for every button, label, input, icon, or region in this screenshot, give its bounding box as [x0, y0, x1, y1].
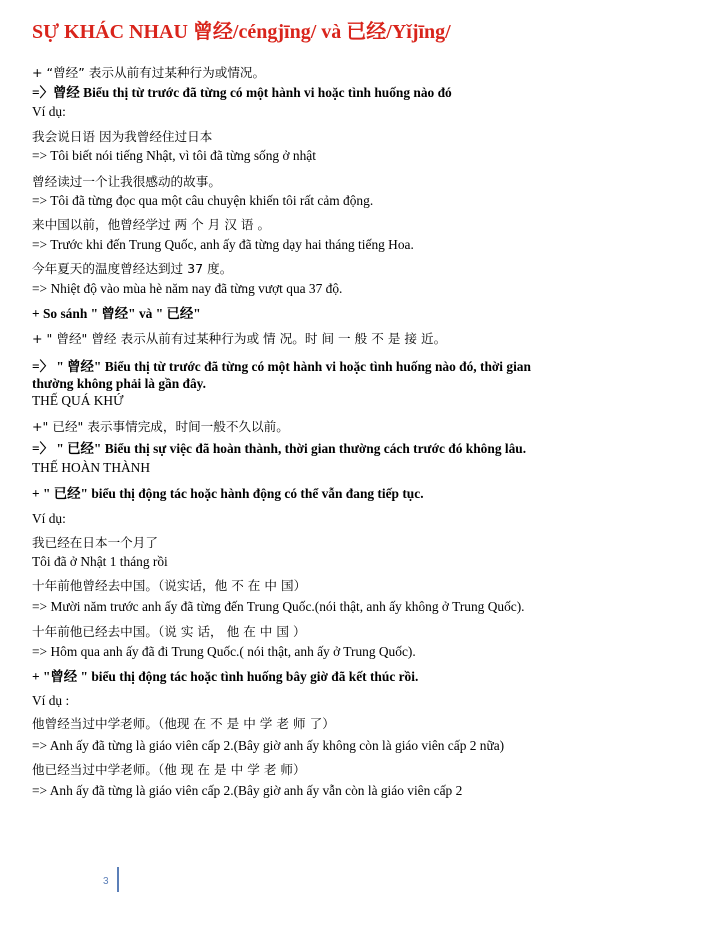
- example-zh: 十年前他已经去中国。（说 实 话， 他 在 中 国 ）: [32, 624, 306, 639]
- cengjing-intro-zh: + “曾经” 表示从前有过某种行为或情况。: [32, 65, 266, 80]
- example-vi: Tôi đã ở Nhật 1 tháng rồi: [32, 554, 168, 569]
- cengjing-ended-heading: + "曾经 " biểu thị động tác hoặc tình huống bây giờ đã kết thúc rồi.: [32, 669, 419, 684]
- yijing-continuing-heading: + " 已经" biểu thị động tác hoặc hành động có thể vẫn đang tiếp tục.: [32, 486, 424, 501]
- example-zh: 我会说日语 因为我曾经住过日本: [32, 129, 213, 144]
- perfect-tense-label: THẾ HOÀN THÀNH: [32, 460, 151, 475]
- example-zh: 我已经在日本一个月了: [32, 535, 158, 550]
- example-zh: 曾经读过一个让我很感动的故事。: [32, 174, 221, 189]
- example-vi: => Tôi đã từng đọc qua một câu chuyện khiến tôi rất cảm động.: [32, 193, 374, 208]
- page-title: SỰ KHÁC NHAU 曾经/céngjīng/ và 已经/Yǐjīng/: [32, 21, 451, 43]
- example-zh: 来中国以前，他曾经学过 两 个 月 汉 语 。: [32, 217, 271, 232]
- example-vi: => Trước khi đến Trung Quốc, anh ấy đã từng dạy hai tháng tiếng Hoa.: [32, 237, 414, 252]
- cengjing-compare-vi-cont: thường không phải là gần đây.: [32, 376, 206, 391]
- cengjing-intro-vi: =〉曾经 Biểu thị từ trước đã từng có một hành vi hoặc tình huống nào đó: [32, 85, 452, 100]
- example-zh: 十年前他曾经去中国。（说实话，他 不 在 中 国）: [32, 578, 307, 593]
- example-label: Ví dụ:: [32, 104, 66, 119]
- page-number: 3: [103, 876, 109, 887]
- cengjing-compare-zh: + " 曾经" 曾经 表示从前有过某种行为或 情 况。时 间 一 般 不 是 接 近。: [32, 331, 447, 346]
- example-zh: 今年夏天的温度曾经达到过 37 度。: [32, 261, 233, 276]
- example-label: Ví dụ:: [32, 511, 66, 526]
- yijing-compare-zh: +" 已经" 表示事情完成，时间一般不久以前。: [32, 419, 289, 434]
- example-vi: => Mười năm trước anh ấy đã từng đến Trung Quốc.(nói thật, anh ấy không ở Trung Quốc).: [32, 599, 525, 614]
- example-zh: 他曾经当过中学老师。（他现 在 不 是 中 学 老 师 了）: [32, 716, 335, 731]
- example-vi: => Anh ấy đã từng là giáo viên cấp 2.(Bây giờ anh ấy vẫn còn là giáo viên cấp 2: [32, 783, 463, 798]
- past-tense-label: THẾ QUÁ KHỨ: [32, 393, 124, 408]
- example-zh: 他已经当过中学老师。（他 现 在 是 中 学 老 师）: [32, 762, 306, 777]
- page-number-divider: [117, 867, 119, 892]
- example-vi: => Tôi biết nói tiếng Nhật, vì tôi đã từng sống ở nhật: [32, 148, 316, 163]
- example-vi: => Anh ấy đã từng là giáo viên cấp 2.(Bây giờ anh ấy không còn là giáo viên cấp 2 nữa): [32, 738, 505, 753]
- example-vi: => Nhiệt độ vào mùa hè năm nay đã từng vượt qua 37 độ.: [32, 281, 343, 296]
- yijing-compare-vi: =〉 " 已经" Biểu thị sự việc đã hoàn thành, thời gian thường cách trước đó không lâu.: [32, 441, 527, 456]
- cengjing-compare-vi: =〉 " 曾经" Biểu thị từ trước đã từng có một hành vi hoặc tình huống nào đó, thời gian: [32, 359, 531, 374]
- compare-heading: + So sánh " 曾经" và " 已经": [32, 306, 201, 321]
- example-label: Ví dụ :: [32, 693, 70, 708]
- example-vi: => Hôm qua anh ấy đã đi Trung Quốc.( nói thật, anh ấy ở Trung Quốc).: [32, 644, 416, 659]
